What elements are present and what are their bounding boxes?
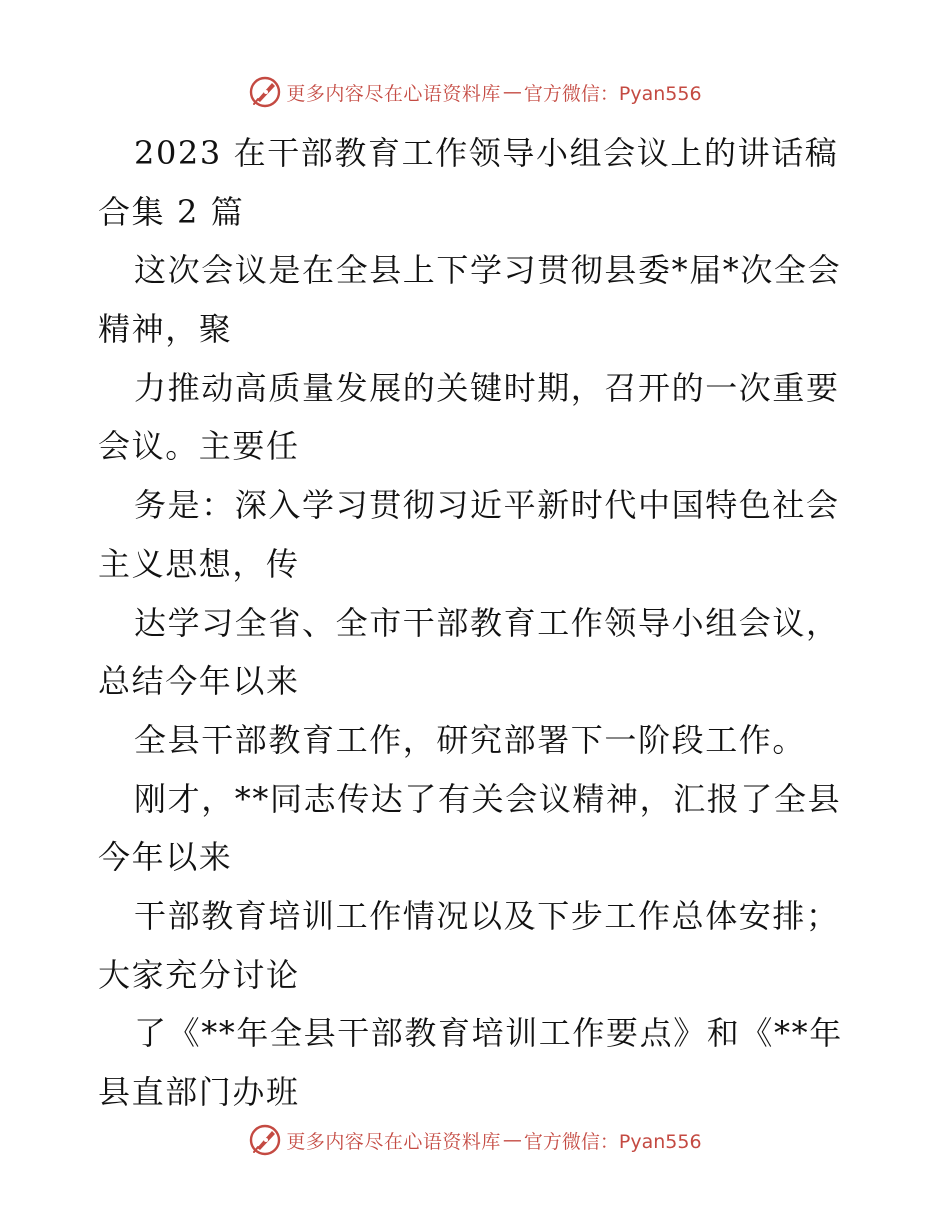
text-line: 会议。主要任	[98, 427, 300, 466]
text-line: 干部教育培训工作情况以及下步工作总体安排；	[134, 896, 840, 935]
watermark-contact: 官方微信：Pyan556	[523, 82, 702, 105]
text-line: 县直部门办班	[98, 1073, 300, 1111]
text-line: 刚才，**同志传达了有关会议精神，汇报了全县	[134, 779, 842, 818]
text-line: 大家充分讨论	[98, 955, 300, 994]
text-line: 全县干部教育工作，研究部署下一阶段工作。	[134, 720, 807, 759]
watermark-separator: —	[502, 81, 522, 103]
text-line: 务是：深入学习贯彻习近平新时代中国特色社会	[134, 486, 840, 525]
text-line: 了《**年全县干部教育培训工作要点》和《**年	[134, 1014, 843, 1053]
text-line: 主义思想，传	[98, 544, 300, 583]
quill-pen-logo-icon	[248, 1123, 282, 1157]
watermark-brand: 更多内容尽在心语资料库	[286, 82, 501, 105]
text-line: 力推动高质量发展的关键时期，召开的一次重要	[134, 368, 840, 407]
quill-pen-logo-icon	[248, 75, 282, 109]
text-line: 合集 2 篇	[98, 192, 245, 231]
header-watermark	[0, 72, 950, 112]
text-line: 这次会议是在全县上下学习贯彻县委*届*次全会	[134, 251, 842, 290]
watermark-separator: —	[502, 1129, 522, 1151]
document-body	[98, 124, 858, 1122]
watermark-brand: 更多内容尽在心语资料库	[286, 1130, 501, 1153]
text-line: 达学习全省、全市干部教育工作领导小组会议，	[134, 603, 840, 642]
text-line: 总结今年以来	[98, 662, 300, 701]
footer-watermark	[0, 1120, 950, 1160]
text-line: 精神，聚	[98, 310, 233, 349]
watermark-contact: 官方微信：Pyan556	[523, 1130, 702, 1153]
text-line: 今年以来	[98, 838, 233, 877]
text-line: 2023 在干部教育工作领导小组会议上的讲话稿	[134, 134, 839, 172]
